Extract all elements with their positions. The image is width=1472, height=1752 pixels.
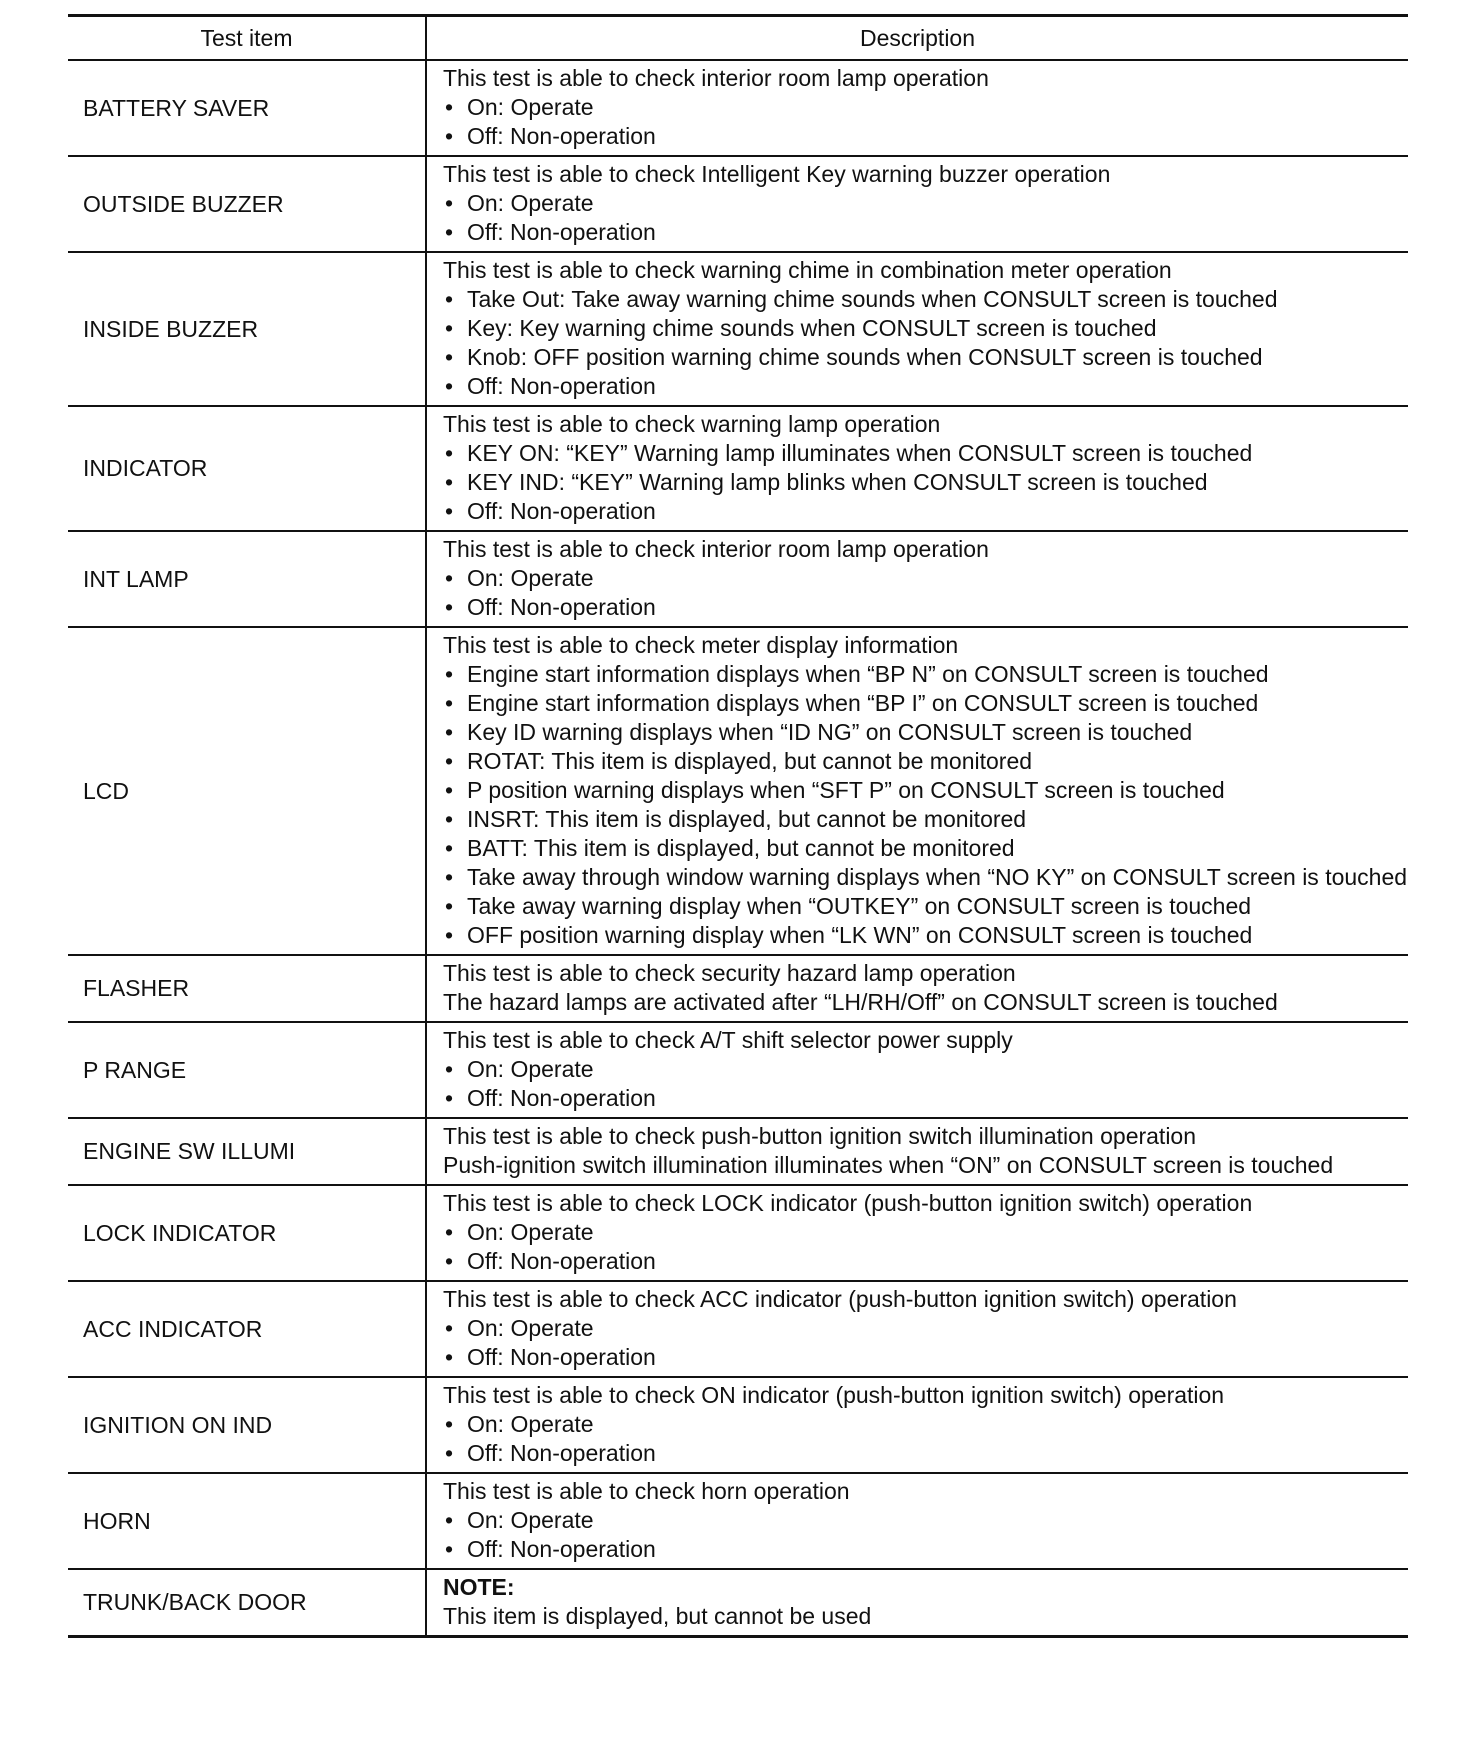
description-cell [426, 60, 1408, 156]
table-row [68, 1569, 1408, 1637]
bullet-item: • On: Operate [443, 93, 1408, 122]
table-row [68, 1118, 1408, 1185]
bullet-item: • Off: Non-operation [443, 1439, 1408, 1468]
table-row [68, 1281, 1408, 1377]
bullet-item: • ROTAT: This item is displayed, but cannot be monitored [443, 747, 1408, 776]
test-item-cell: IGNITION ON IND [68, 1377, 426, 1473]
bullet-item: • Off: Non-operation [443, 218, 1408, 247]
description-text: This test is able to check interior room lamp operation [443, 536, 989, 562]
bullet-item: • Off: Non-operation [443, 497, 1408, 526]
table-row [68, 1185, 1408, 1281]
bullet-item: • On: Operate [443, 1055, 1408, 1084]
bullet-item: • On: Operate [443, 1314, 1408, 1343]
test-item-cell: P RANGE [68, 1022, 426, 1118]
table-row [68, 1022, 1408, 1118]
bullet-item: • Off: Non-operation [443, 122, 1408, 151]
description-cell [426, 252, 1408, 406]
bullet-item: • Key ID warning displays when “ID NG” on CONSULT screen is touched [443, 718, 1408, 747]
description-cell [426, 1569, 1408, 1637]
column-header-description: Description [426, 16, 1408, 61]
table-row [68, 1377, 1408, 1473]
description-text: This test is able to check meter display information [443, 632, 959, 658]
bullet-item: • Take away through window warning displays when “NO KY” on CONSULT screen is touched [443, 863, 1408, 892]
description-cell [426, 531, 1408, 627]
bullet-item: • Knob: OFF position warning chime sounds when CONSULT screen is touched [443, 343, 1408, 372]
bullet-item: • On: Operate [443, 1506, 1408, 1535]
description-text: This test is able to check A/T shift selector power supply [443, 1027, 1013, 1053]
table-row [68, 955, 1408, 1022]
test-item-table [68, 14, 1408, 1638]
table-row [68, 531, 1408, 627]
description-text: This test is able to check warning chime in combination meter operation [443, 257, 1172, 283]
test-item-cell: HORN [68, 1473, 426, 1569]
column-header-test-item: Test item [68, 16, 426, 61]
test-item-cell: INDICATOR [68, 406, 426, 531]
bullet-item: • INSRT: This item is displayed, but cannot be monitored [443, 805, 1408, 834]
bullet-item: • Off: Non-operation [443, 1084, 1408, 1113]
description-cell [426, 1377, 1408, 1473]
bullet-item: • On: Operate [443, 1218, 1408, 1247]
description-text: This test is able to check ON indicator (push-button ignition switch) operation [443, 1382, 1225, 1408]
test-item-cell: FLASHER [68, 955, 426, 1022]
test-item-cell: TRUNK/BACK DOOR [68, 1569, 426, 1637]
description-cell [426, 156, 1408, 252]
description-text: This test is able to check horn operation [443, 1478, 850, 1504]
bullet-item: • Off: Non-operation [443, 372, 1408, 401]
table-header-row [68, 16, 1408, 61]
description-cell [426, 1281, 1408, 1377]
description-cell [426, 1118, 1408, 1185]
test-item-cell: LOCK INDICATOR [68, 1185, 426, 1281]
bullet-item: • Take away warning display when “OUTKEY” on CONSULT screen is touched [443, 892, 1408, 921]
test-item-cell: BATTERY SAVER [68, 60, 426, 156]
table-row [68, 60, 1408, 156]
description-cell [426, 1473, 1408, 1569]
description-text: This item is displayed, but cannot be used [443, 1603, 872, 1629]
description-text: This test is able to check push-button ignition switch illumination operation [443, 1123, 1197, 1149]
bullet-item: • Off: Non-operation [443, 1535, 1408, 1564]
bullet-item: • On: Operate [443, 1410, 1408, 1439]
table-row [68, 627, 1408, 955]
bullet-item: • Engine start information displays when “BP I” on CONSULT screen is touched [443, 689, 1408, 718]
bullet-item: • On: Operate [443, 189, 1408, 218]
table-row [68, 406, 1408, 531]
description-cell [426, 1022, 1408, 1118]
bullet-item: • OFF position warning display when “LK WN” on CONSULT screen is touched [443, 921, 1408, 950]
bullet-item: • KEY ON: “KEY” Warning lamp illuminates when CONSULT screen is touched [443, 439, 1408, 468]
description-text: The hazard lamps are activated after “LH/RH/Off” on CONSULT screen is touched [443, 989, 1278, 1015]
description-cell [426, 1185, 1408, 1281]
test-item-cell: ACC INDICATOR [68, 1281, 426, 1377]
test-item-cell: OUTSIDE BUZZER [68, 156, 426, 252]
note-label: NOTE: [443, 1574, 515, 1600]
description-text: Push-ignition switch illumination illuminates when “ON” on CONSULT screen is touched [443, 1152, 1334, 1178]
description-text: This test is able to check LOCK indicator (push-button ignition switch) operation [443, 1190, 1253, 1216]
bullet-item: • Engine start information displays when “BP N” on CONSULT screen is touched [443, 660, 1408, 689]
test-item-cell: LCD [68, 627, 426, 955]
test-item-cell: INT LAMP [68, 531, 426, 627]
description-cell [426, 955, 1408, 1022]
bullet-item: • Off: Non-operation [443, 1247, 1408, 1276]
bullet-item: • Off: Non-operation [443, 593, 1408, 622]
table-row [68, 1473, 1408, 1569]
bullet-item: • Take Out: Take away warning chime sounds when CONSULT screen is touched [443, 285, 1408, 314]
description-text: This test is able to check security hazard lamp operation [443, 960, 1016, 986]
description-text: This test is able to check warning lamp operation [443, 411, 941, 437]
bullet-item: • KEY IND: “KEY” Warning lamp blinks when CONSULT screen is touched [443, 468, 1408, 497]
bullet-item: • P position warning displays when “SFT P” on CONSULT screen is touched [443, 776, 1408, 805]
table-row [68, 156, 1408, 252]
table-body [68, 60, 1408, 1637]
description-text: This test is able to check Intelligent Key warning buzzer operation [443, 161, 1111, 187]
test-item-cell: ENGINE SW ILLUMI [68, 1118, 426, 1185]
description-cell [426, 627, 1408, 955]
description-text: This test is able to check ACC indicator (push-button ignition switch) operation [443, 1286, 1237, 1312]
test-item-cell: INSIDE BUZZER [68, 252, 426, 406]
bullet-item: • On: Operate [443, 564, 1408, 593]
description-cell [426, 406, 1408, 531]
description-text: This test is able to check interior room lamp operation [443, 65, 989, 91]
table-row [68, 252, 1408, 406]
bullet-item: • Key: Key warning chime sounds when CONSULT screen is touched [443, 314, 1408, 343]
bullet-item: • Off: Non-operation [443, 1343, 1408, 1372]
bullet-item: • BATT: This item is displayed, but cannot be monitored [443, 834, 1408, 863]
